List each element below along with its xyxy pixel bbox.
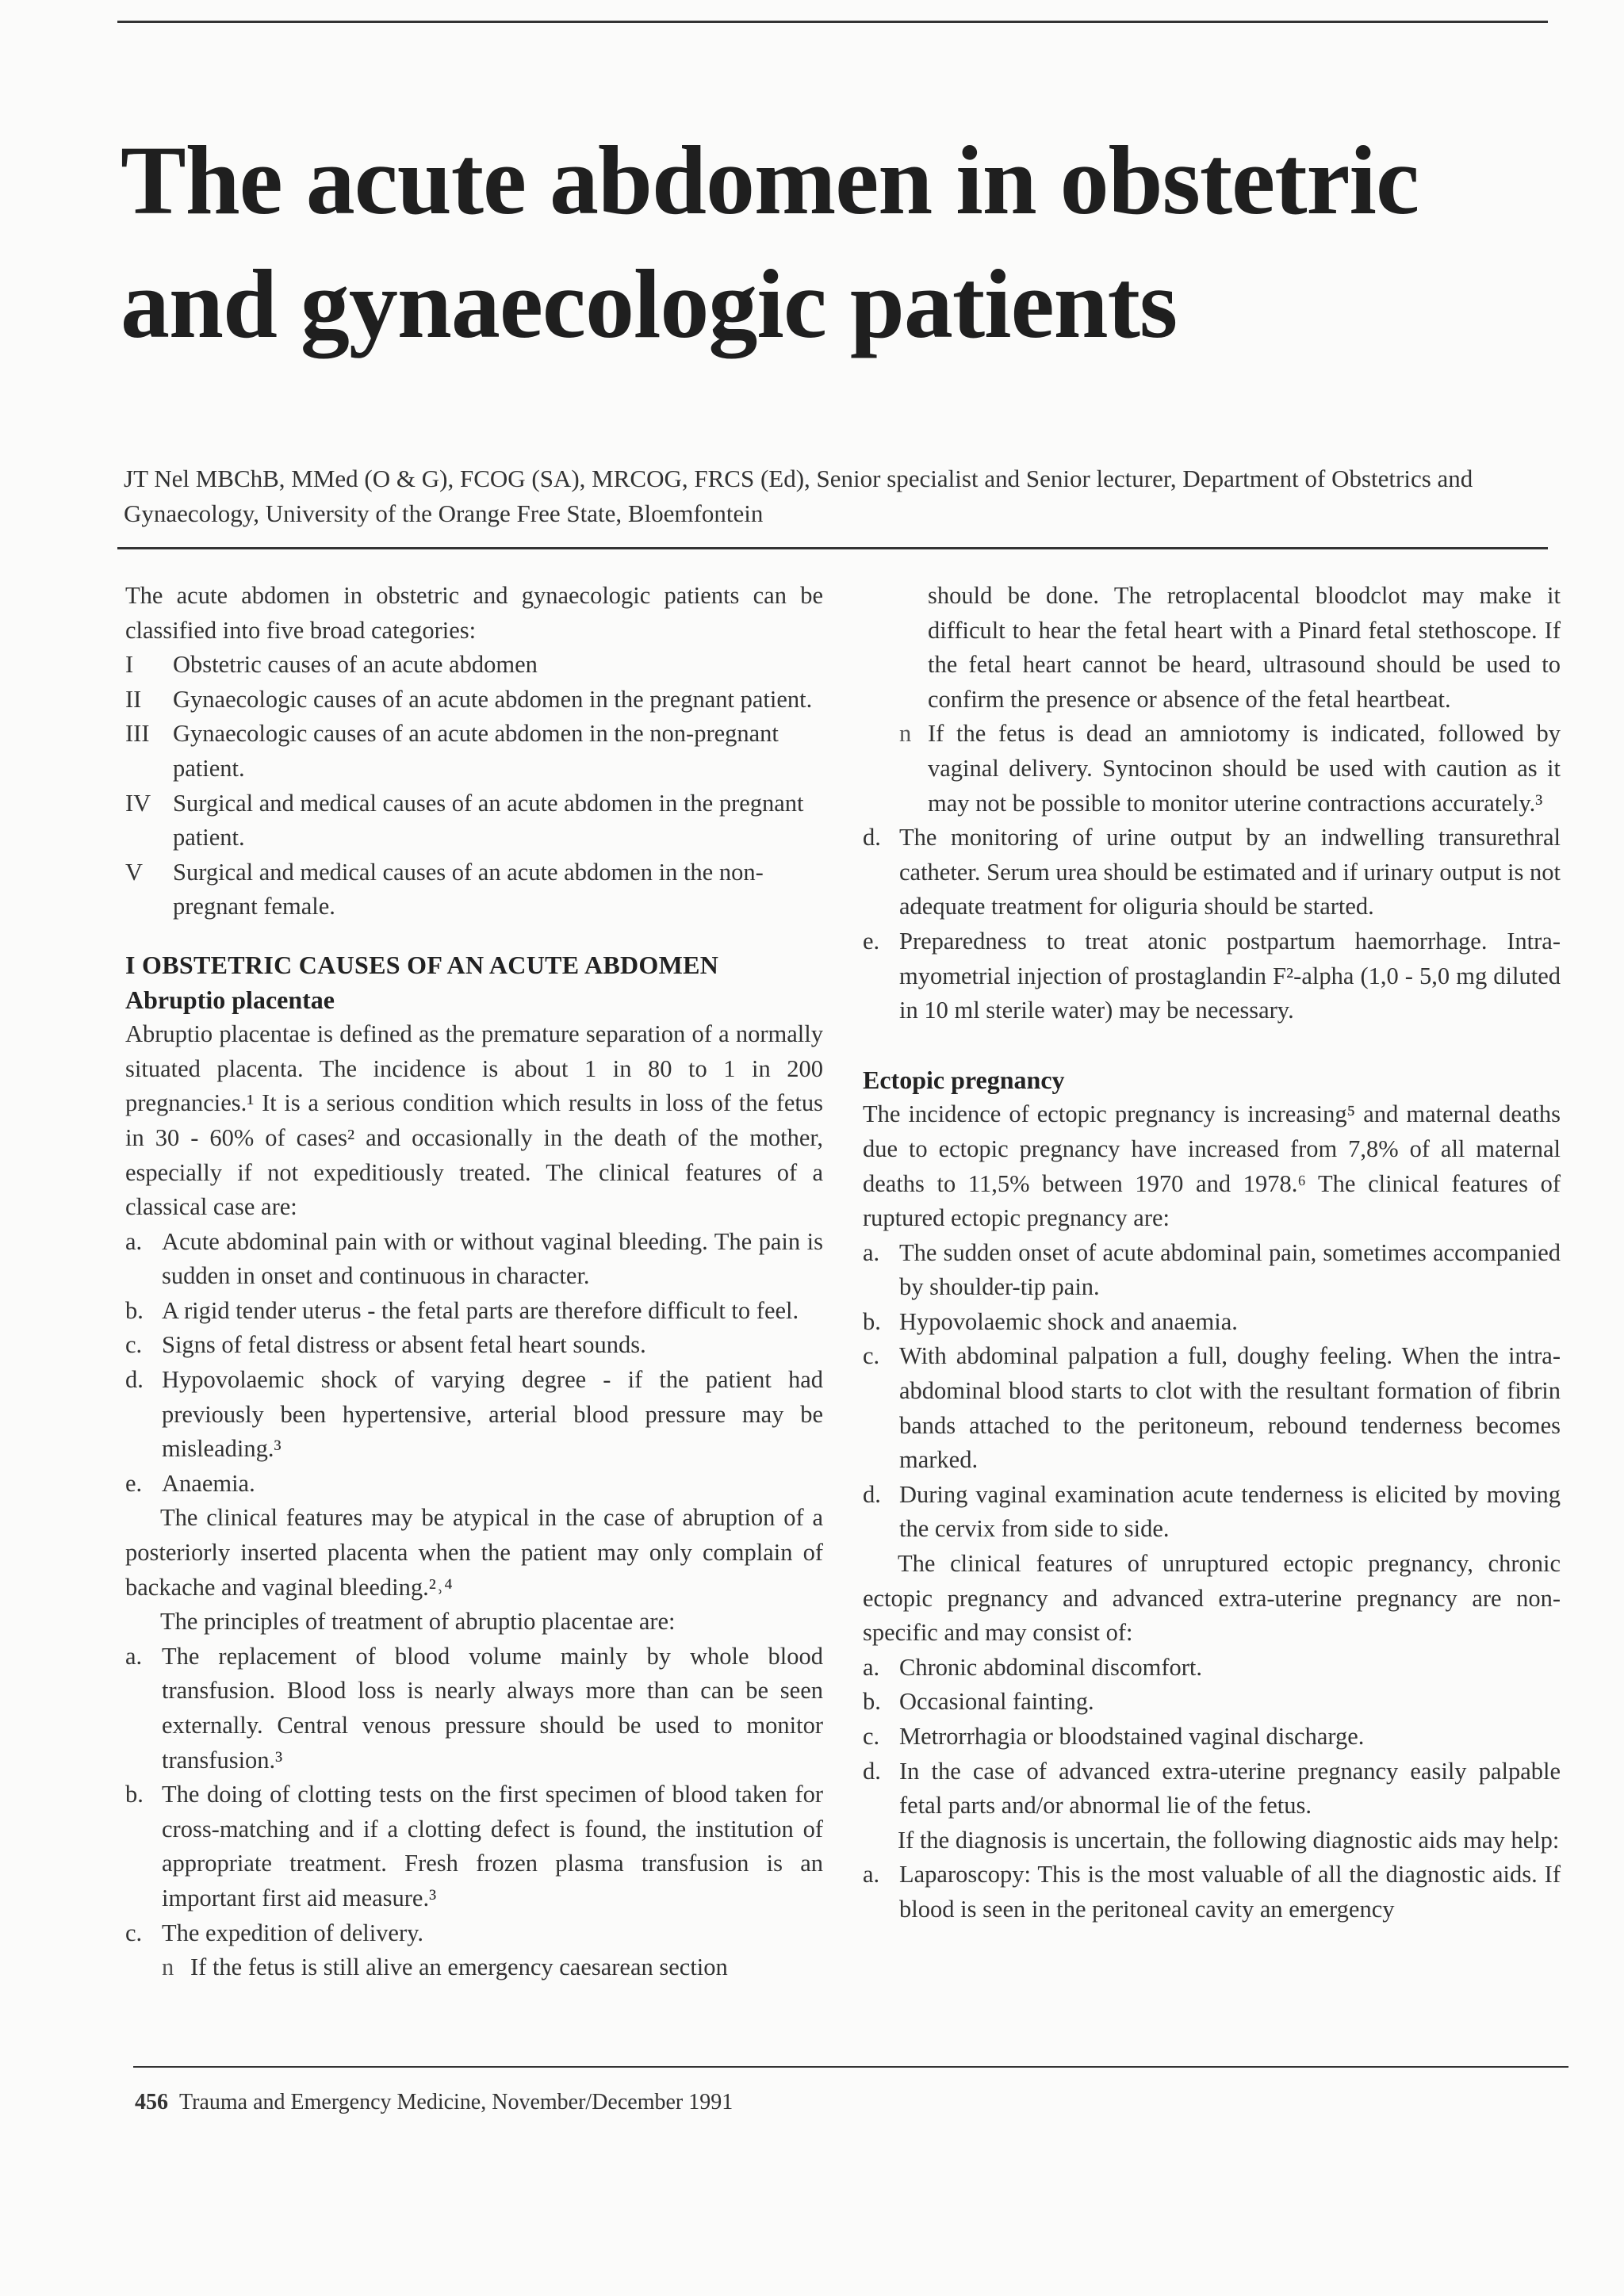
- list-item: [863, 1339, 1561, 1477]
- list-text: Metrorrhagia or bloodstained vaginal discharge.: [899, 1723, 1365, 1750]
- left-column: [125, 579, 823, 1985]
- page-number: 456: [135, 2090, 168, 2114]
- list-letter: a.: [863, 1653, 880, 1681]
- list-letter: b.: [863, 1688, 881, 1716]
- list-item: [125, 1916, 823, 1951]
- list-text: With abdominal palpation a full, doughy feeling. When the intra-abdominal blood starts to clot with the resultant formation of fibrin bands attached to the peritoneum, rebound tenderness becomes marked.: [899, 1342, 1561, 1474]
- list-number: V: [125, 858, 144, 886]
- list-letter: a.: [125, 1227, 143, 1255]
- list-text: The doing of clotting tests on the first specimen of blood taken for cross-matching and if a clotting defect is found, the institution of appropriate treatment. Fresh frozen plasma transfusion is an important first aid measure.³: [162, 1781, 823, 1911]
- article-title: The acute abdomen in obstetric and gynaecologic patients: [121, 126, 1419, 358]
- list-letter: b.: [125, 1781, 144, 1808]
- list-letter: d.: [863, 1480, 881, 1508]
- list-letter: b.: [125, 1296, 144, 1324]
- list-item: [125, 855, 823, 924]
- body-paragraph: Abruptio placentae is defined as the premature separation of a normally situated placenta. The incidence is about 1 in 80 to 1 in 200 pregnancies.¹ It is a serious condition which results in loss of the fetus in 30 - 60% of cases² and occasionally in the death of the mother, especially if not expeditiously treated. The clinical features of a classical case are:: [125, 1020, 823, 1221]
- list-letter: e.: [125, 1469, 143, 1497]
- list-item: [125, 1640, 823, 1777]
- treatment-list: [125, 1640, 823, 1985]
- body-paragraph: The clinical features may be atypical in the case of abruption of a posteriorly inserted placenta when the patient may only complain of backache and vaginal bleeding.²˒⁴: [125, 1504, 823, 1601]
- top-rule: [117, 21, 1548, 23]
- right-column: [863, 579, 1561, 1927]
- list-item: [125, 683, 823, 718]
- bullet-mark: n: [899, 720, 912, 748]
- list-item: [125, 786, 823, 855]
- list-text: Surgical and medical causes of an acute abdomen in the non-pregnant female.: [173, 858, 764, 920]
- list-letter: b.: [863, 1307, 881, 1335]
- list-text: Occasional fainting.: [899, 1688, 1094, 1716]
- list-item: [125, 1328, 823, 1363]
- list-letter: c.: [863, 1723, 880, 1750]
- diagnostic-aids-list: [863, 1858, 1561, 1927]
- list-number: III: [125, 720, 150, 748]
- page-footer: [135, 2090, 733, 2115]
- list-item: [863, 1720, 1561, 1755]
- list-item: [863, 717, 1561, 821]
- list-number: I: [125, 651, 134, 679]
- list-letter: d.: [863, 824, 881, 851]
- list-item: [125, 648, 823, 683]
- body-paragraph: The clinical features of unruptured ectopic pregnancy, chronic ectopic pregnancy and advanced extra-uterine pregnancy are non-specific and may consist of:: [863, 1550, 1561, 1647]
- list-item: [125, 1950, 823, 1985]
- list-text: A rigid tender uterus - the fetal parts are therefore difficult to feel.: [162, 1296, 799, 1324]
- bullet-mark: n: [162, 1954, 174, 1981]
- list-text: Hypovolaemic shock of varying degree - if the patient had previously been hypertensive, arterial blood pressure may be misleading.³: [162, 1366, 823, 1463]
- list-letter: d.: [125, 1366, 144, 1394]
- list-item: [863, 1305, 1561, 1340]
- subheading-ectopic: Ectopic pregnancy: [863, 1065, 1065, 1094]
- author-affiliation: JT Nel MBChB, MMed (O & G), FCOG (SA), MRCOG, FRCS (Ed), Senior specialist and Senior lecturer, Department of Obstetrics and Gynaecology, University of the Orange Free State, Bloemfontein: [124, 465, 1473, 527]
- list-item: [863, 1651, 1561, 1686]
- list-letter: e.: [863, 927, 880, 955]
- list-item: [125, 1777, 823, 1915]
- list-text: Gynaecologic causes of an acute abdomen in the non-pregnant patient.: [173, 720, 779, 782]
- list-letter: c.: [125, 1331, 143, 1359]
- list-text: Anaemia.: [162, 1469, 255, 1497]
- list-text: Obstetric causes of an acute abdomen: [173, 651, 538, 679]
- list-text: should be done. The retroplacental bloodclot may make it difficult to hear the fetal heart with a Pinard fetal stethoscope. If the fetal heart cannot be heard, ultrasound should be used to confirm the presence or absence of the fetal heartbeat.: [928, 582, 1561, 713]
- features-list: [125, 1225, 823, 1502]
- list-letter: a.: [125, 1642, 143, 1670]
- list-text: The sudden onset of acute abdominal pain, sometimes accompanied by shoulder-tip pain.: [899, 1238, 1561, 1301]
- body-paragraph: If the diagnosis is uncertain, the following diagnostic aids may help:: [898, 1826, 1560, 1854]
- list-item: [863, 1236, 1561, 1305]
- list-text: Acute abdominal pain with or without vaginal bleeding. The pain is sudden in onset and continuous in character.: [162, 1227, 823, 1290]
- unruptured-features-list: [863, 1651, 1561, 1823]
- list-letter: c.: [125, 1919, 143, 1946]
- list-text: Laparoscopy: This is the most valuable of all the diagnostic aids. If blood is seen in the peritoneal cavity an emergency: [899, 1861, 1561, 1923]
- journal-citation: Trauma and Emergency Medicine, November/December 1991: [179, 2090, 733, 2114]
- footer-rule: [133, 2066, 1568, 2068]
- list-text: Gynaecologic causes of an acute abdomen in the pregnant patient.: [173, 685, 813, 713]
- list-letter: a.: [863, 1238, 880, 1266]
- list-item: [863, 821, 1561, 924]
- list-text: The monitoring of urine output by an indwelling transurethral catheter. Serum urea should be estimated and if urinary output is not adequate treatment for oliguria should be started.: [899, 824, 1561, 920]
- list-letter: c.: [863, 1342, 880, 1370]
- category-list: [125, 648, 823, 924]
- intro-paragraph: The acute abdomen in obstetric and gynaecologic patients can be classified into five broad categories:: [125, 582, 823, 644]
- treatment-list-cont: [863, 821, 1561, 1028]
- subheading-abruptio: Abruptio placentae: [125, 985, 335, 1014]
- ruptured-features-list: [863, 1236, 1561, 1547]
- list-item: [125, 1294, 823, 1329]
- list-text: The replacement of blood volume mainly by whole blood transfusion. Blood loss is nearly always more than can be seen externally. Central venous pressure should be used to monitor transfusion.³: [162, 1642, 823, 1774]
- list-letter: d.: [863, 1757, 881, 1785]
- body-paragraph: The principles of treatment of abruptio placentae are:: [160, 1608, 676, 1636]
- list-item: [125, 717, 823, 786]
- list-item: [863, 579, 1561, 717]
- list-item: [125, 1467, 823, 1502]
- list-item: [863, 924, 1561, 1028]
- list-text: Preparedness to treat atonic postpartum haemorrhage. Intra-myometrial injection of prostaglandin F²-alpha (1,0 - 5,0 mg diluted in 10 ml sterile water) may be necessary.: [899, 927, 1561, 1024]
- list-text: Surgical and medical causes of an acute abdomen in the pregnant patient.: [173, 789, 804, 851]
- list-text: The expedition of delivery.: [162, 1919, 424, 1946]
- header-rule: [117, 547, 1548, 549]
- list-text: During vaginal examination acute tenderness is elicited by moving the cervix from side to side.: [899, 1480, 1561, 1543]
- list-text: Signs of fetal distress or absent fetal heart sounds.: [162, 1331, 646, 1359]
- list-item: [863, 1478, 1561, 1547]
- list-item: [863, 1755, 1561, 1823]
- list-number: II: [125, 685, 142, 713]
- list-item: [125, 1225, 823, 1294]
- body-paragraph: The incidence of ectopic pregnancy is increasing⁵ and maternal deaths due to ectopic pregnancy have increased from 7,8% of all maternal deaths to 11,5% between 1970 and 1978.⁶ The clinical features of ruptured ectopic pregnancy are:: [863, 1100, 1561, 1232]
- list-number: IV: [125, 789, 151, 817]
- list-text: If the fetus is dead an amniotomy is indicated, followed by vaginal delivery. Syntocinon should be used with caution as it may not be possible to monitor uterine contractions accurately.³: [928, 720, 1561, 817]
- list-text: Hypovolaemic shock and anaemia.: [899, 1307, 1238, 1335]
- list-text: In the case of advanced extra-uterine pregnancy easily palpable fetal parts and/or abnormal lie of the fetus.: [899, 1757, 1561, 1820]
- list-item: [863, 1685, 1561, 1720]
- list-item: [863, 1858, 1561, 1927]
- list-item: [125, 1363, 823, 1467]
- section-heading: I OBSTETRIC CAUSES OF AN ACUTE ABDOMEN: [125, 950, 719, 979]
- list-text: If the fetus is still alive an emergency caesarean section: [190, 1954, 728, 1981]
- list-letter: a.: [863, 1861, 880, 1888]
- list-text: Chronic abdominal discomfort.: [899, 1653, 1203, 1681]
